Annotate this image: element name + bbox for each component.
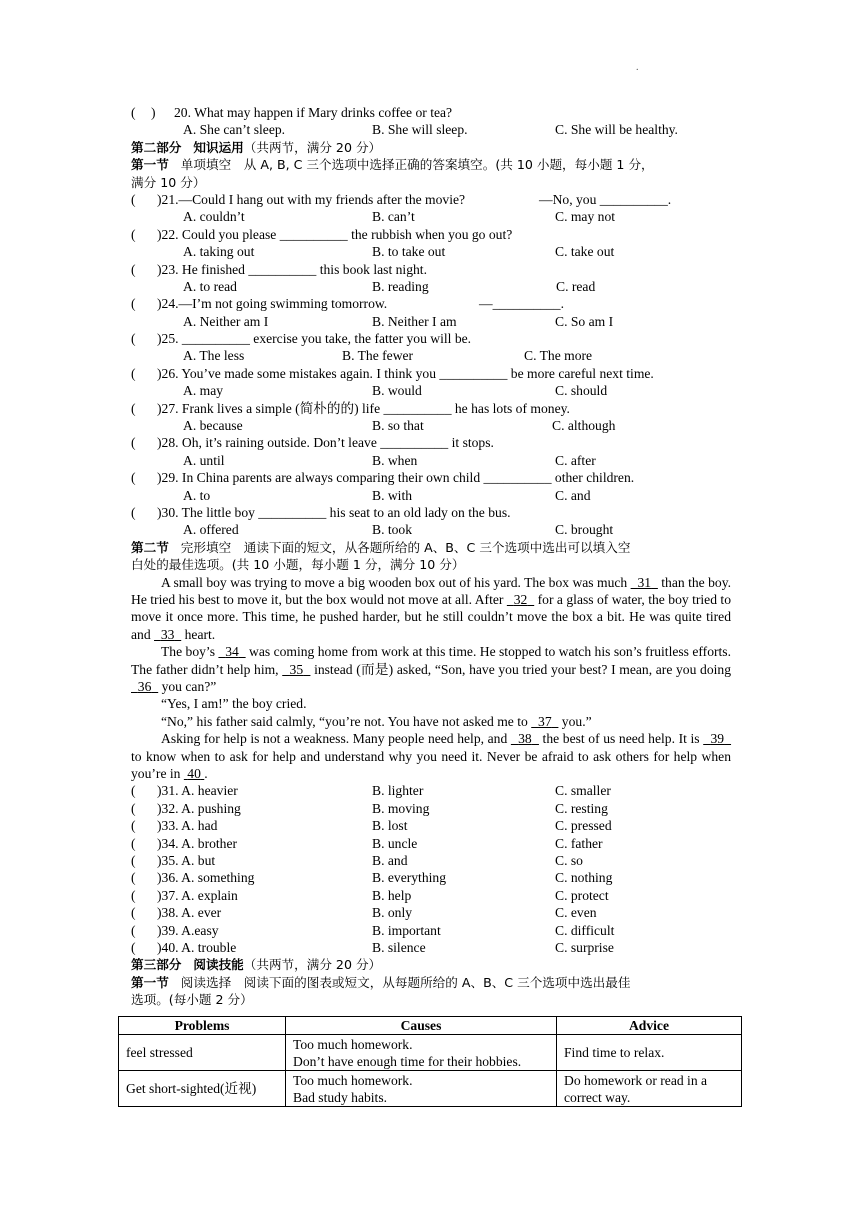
question-29: ( )29. In China parents are always comparing their own child __________ other children. — [131, 470, 635, 486]
section-2-title: 第二节 — [131, 539, 169, 555]
section-2-heading — [131, 539, 731, 556]
section-3-title: 第一节 — [131, 974, 169, 990]
table-cell-advice: Find time to relax. — [557, 1035, 742, 1071]
part-2-title: 第二部分 — [131, 139, 182, 155]
table-cell-advice: Do homework or read in a correct way. — [557, 1071, 742, 1107]
options-22 — [131, 243, 731, 260]
section-2-instructions-cont: 白处的最佳选项。(共 10 小题，每小题 1 分，满分 10 分） — [131, 557, 465, 573]
passage-paragraph-1: A small boy was trying to move a big wooden box out of his yard. The box was much 31 than the boy. He tried his best to move it, but the box would not move at all. After 32 for a glass of water, the boy tried to move it once more. This time, he pushed harder, but he still couldn’t move the box a bit. He was quite tired and 33 heart. — [131, 574, 732, 642]
option-b: B. Neither I am — [372, 313, 457, 329]
question-stem: 20. What may happen if Mary drinks coffee or tea? — [174, 105, 453, 120]
blank-33: 33 — [160, 626, 175, 642]
blank-36: 36 — [137, 678, 152, 694]
option-c: C. take out — [555, 244, 615, 260]
cloze-option-row: ( )34. A. brother B. uncle C. father — [131, 835, 603, 851]
question-21: ( )21.—Could I hang out with my friends after the movie? —No, you __________. — [131, 191, 672, 207]
option-a: A. The less — [183, 348, 245, 364]
question-22: ( )22. Could you please __________ the rubbish when you go out? — [131, 226, 513, 242]
option-a: A. may — [183, 383, 224, 399]
options-28 — [131, 452, 731, 469]
cloze-option-row: ( )37. A. explain B. help C. protect — [131, 887, 609, 903]
problems-table — [118, 1016, 742, 1107]
question-reply: —__________. — [479, 296, 564, 312]
section-3-instructions: 阅读选择 阅读下面的图表或短文，从每题所给的 A、B、C 三个选项中选出最佳 — [180, 974, 631, 990]
options-25 — [131, 347, 731, 364]
blank-34: 34 — [225, 644, 239, 660]
option-b: B. The fewer — [342, 348, 414, 364]
question-stem: )28. Oh, it’s raining outside. Don’t leave __________ it stops. — [157, 435, 494, 451]
table-row — [119, 1035, 742, 1071]
blank-32: 32 — [513, 591, 528, 607]
question-26: ( )26. You’ve made some mistakes again. I think you __________ be more careful next time. — [131, 365, 654, 381]
blank-35: 35 — [289, 661, 304, 677]
option-a: A. offered — [183, 522, 239, 538]
option-c: C. after — [555, 452, 596, 468]
option-c: C. read — [556, 278, 596, 294]
cloze-option-row: ( )36. A. something B. everything C. nothing — [131, 870, 613, 886]
question-stem: )29. In China parents are always comparing their own child __________ other children. — [157, 470, 635, 486]
question-stem: )30. The little boy __________ his seat to an old lady on the bus. — [157, 504, 511, 520]
section-3-instructions-cont: 选项。(每小题 2 分） — [131, 992, 253, 1008]
table-header: Advice — [557, 1017, 742, 1035]
cloze-options — [131, 782, 731, 956]
option-a: A. Neither am I — [183, 313, 269, 329]
table-header-row — [119, 1017, 742, 1035]
options-27 — [131, 417, 731, 434]
option-a: A. taking out — [183, 244, 255, 260]
option-c: C. should — [555, 383, 608, 399]
part-2-subtitle: 知识运用 — [193, 139, 244, 155]
blank-31: 31 — [637, 574, 652, 590]
option-b: B. can’t — [372, 209, 415, 225]
passage-paragraph-5: Asking for help is not a weakness. Many people need help, and 38 the best of us need help. It is 39 to know when to ask for help and understand why you need it. Never be afraid to ask others for help when you’re in 40 . — [131, 731, 731, 782]
options-23 — [131, 278, 731, 295]
section-1-heading — [131, 156, 731, 173]
options-29 — [131, 487, 731, 504]
option-b: B. so that — [372, 418, 424, 434]
table-cell-cause: Too much homework. Don’t have enough time for their hobbies. — [286, 1035, 557, 1071]
option-c: C. The more — [524, 348, 593, 364]
question-stem: )21.—Could I hang out with my friends after the movie? — [157, 191, 466, 207]
option-a: A. because — [183, 418, 243, 434]
question-stem: )26. You’ve made some mistakes again. I think you __________ be more careful next time. — [157, 365, 654, 381]
cloze-option-row: ( )33. A. had B. lost C. pressed — [131, 818, 612, 834]
table-row — [119, 1071, 742, 1107]
option-b: B. when — [372, 452, 418, 468]
question-24: ( )24.—I’m not going swimming tomorrow. —__________. — [131, 296, 564, 312]
question-25: ( )25. __________ exercise you take, the fatter you will be. — [131, 331, 472, 347]
part-3-note: （共两节，满分 20 分） — [243, 957, 382, 973]
question-reply: —No, you __________. — [539, 191, 672, 207]
options-24 — [131, 313, 731, 330]
option-b: B. would — [372, 383, 422, 399]
part-2-note: （共两节，满分 20 分） — [243, 139, 382, 155]
blank-38: 38 — [518, 731, 532, 747]
option-c: C. She will be healthy. — [555, 122, 678, 138]
part-3-title: 第三部分 — [131, 957, 182, 973]
answer-paren-close: ) — [151, 105, 156, 120]
cloze-option-row: ( )32. A. pushing B. moving C. resting — [131, 800, 608, 816]
option-b: B. She will sleep. — [372, 122, 468, 138]
question-30: ( )30. The little boy __________ his seat to an old lady on the bus. — [131, 504, 511, 520]
exam-page — [131, 104, 731, 1009]
question-23: ( )23. He finished __________ this book last night. — [131, 261, 427, 277]
question-28: ( )28. Oh, it’s raining outside. Don’t leave __________ it stops. — [131, 435, 494, 451]
options-21 — [131, 208, 731, 225]
options-20 — [131, 121, 731, 138]
cloze-option-row: ( )40. A. trouble B. silence C. surprise — [131, 939, 614, 955]
option-a: A. to — [183, 487, 211, 503]
question-20 — [131, 104, 731, 121]
section-3-heading — [131, 974, 731, 991]
part-3-subtitle: 阅读技能 — [193, 957, 244, 973]
options-30 — [131, 521, 731, 538]
table-cell-problem: feel stressed — [119, 1035, 286, 1071]
option-a: A. until — [183, 452, 225, 468]
option-c: C. and — [555, 487, 591, 503]
cloze-option-row: ( )38. A. ever B. only C. even — [131, 905, 597, 921]
question-stem: )25. __________ exercise you take, the fatter you will be. — [157, 331, 472, 347]
option-c: C. brought — [555, 522, 614, 538]
top-mark: . — [636, 62, 639, 73]
option-b: B. reading — [372, 278, 429, 294]
options-26 — [131, 382, 731, 399]
part-2-heading — [131, 139, 731, 156]
option-a: A. to read — [183, 278, 237, 294]
passage-paragraph-3: “Yes, I am!” the boy cried. — [161, 696, 307, 712]
blank-37: 37 — [538, 713, 552, 729]
option-a: A. couldn’t — [183, 209, 245, 225]
option-a: A. She can’t sleep. — [183, 122, 286, 138]
cloze-option-row: ( )39. A.easy B. important C. difficult — [131, 922, 615, 938]
section-2-instructions: 完形填空 通读下面的短文，从各题所给的 A、B、C 三个选项中选出可以填入空 — [180, 539, 631, 555]
table-cell-problem: Get short-sighted(近视) — [119, 1071, 286, 1107]
section-1-instructions: 单项填空 从 A, B, C 三个选项中选择正确的答案填空。(共 10 小题，每小题 1 分， — [180, 157, 654, 173]
passage-paragraph-2: The boy’s 34 was coming home from work at this time. He stopped to watch his son’s fruitless efforts. The father didn’t help him, 35 instead (而是) asked, “Son, have you tried your best? I mean, are you doing 36 you can?” — [131, 644, 732, 694]
table-cell-cause: Too much homework. Bad study habits. — [286, 1071, 557, 1107]
answer-paren: ( — [131, 105, 136, 120]
option-c: C. So am I — [555, 313, 614, 329]
option-b: B. took — [372, 522, 413, 538]
option-c: C. although — [552, 418, 616, 434]
section-1-title: 第一节 — [131, 157, 169, 173]
table-header: Causes — [286, 1017, 557, 1035]
question-stem: )23. He finished __________ this book last night. — [157, 261, 427, 277]
option-c: C. may not — [555, 209, 616, 225]
blank-39: 39 — [710, 731, 725, 747]
part-3-heading — [131, 956, 731, 973]
question-stem: )22. Could you please __________ the rubbish when you go out? — [157, 226, 513, 242]
option-b: B. to take out — [372, 244, 446, 260]
table-header: Problems — [119, 1017, 286, 1035]
section-1-instructions-cont: 满分 10 分） — [131, 174, 206, 190]
question-stem: )27. Frank lives a simple (简朴的的) life __________ he has lots of money. — [157, 400, 570, 416]
option-b: B. with — [372, 487, 413, 503]
cloze-option-row: ( )31. A. heavier B. lighter C. smaller — [131, 783, 611, 799]
question-27: ( )27. Frank lives a simple (简朴的的) life __________ he has lots of money. — [131, 400, 570, 416]
question-stem: )24.—I’m not going swimming tomorrow. — [157, 296, 388, 312]
cloze-option-row: ( )35. A. but B. and C. so — [131, 852, 583, 868]
passage-paragraph-4: “No,” his father said calmly, “you’re not. You have not asked me to 37 you.” — [161, 713, 592, 729]
blank-40: 40 — [187, 766, 201, 782]
